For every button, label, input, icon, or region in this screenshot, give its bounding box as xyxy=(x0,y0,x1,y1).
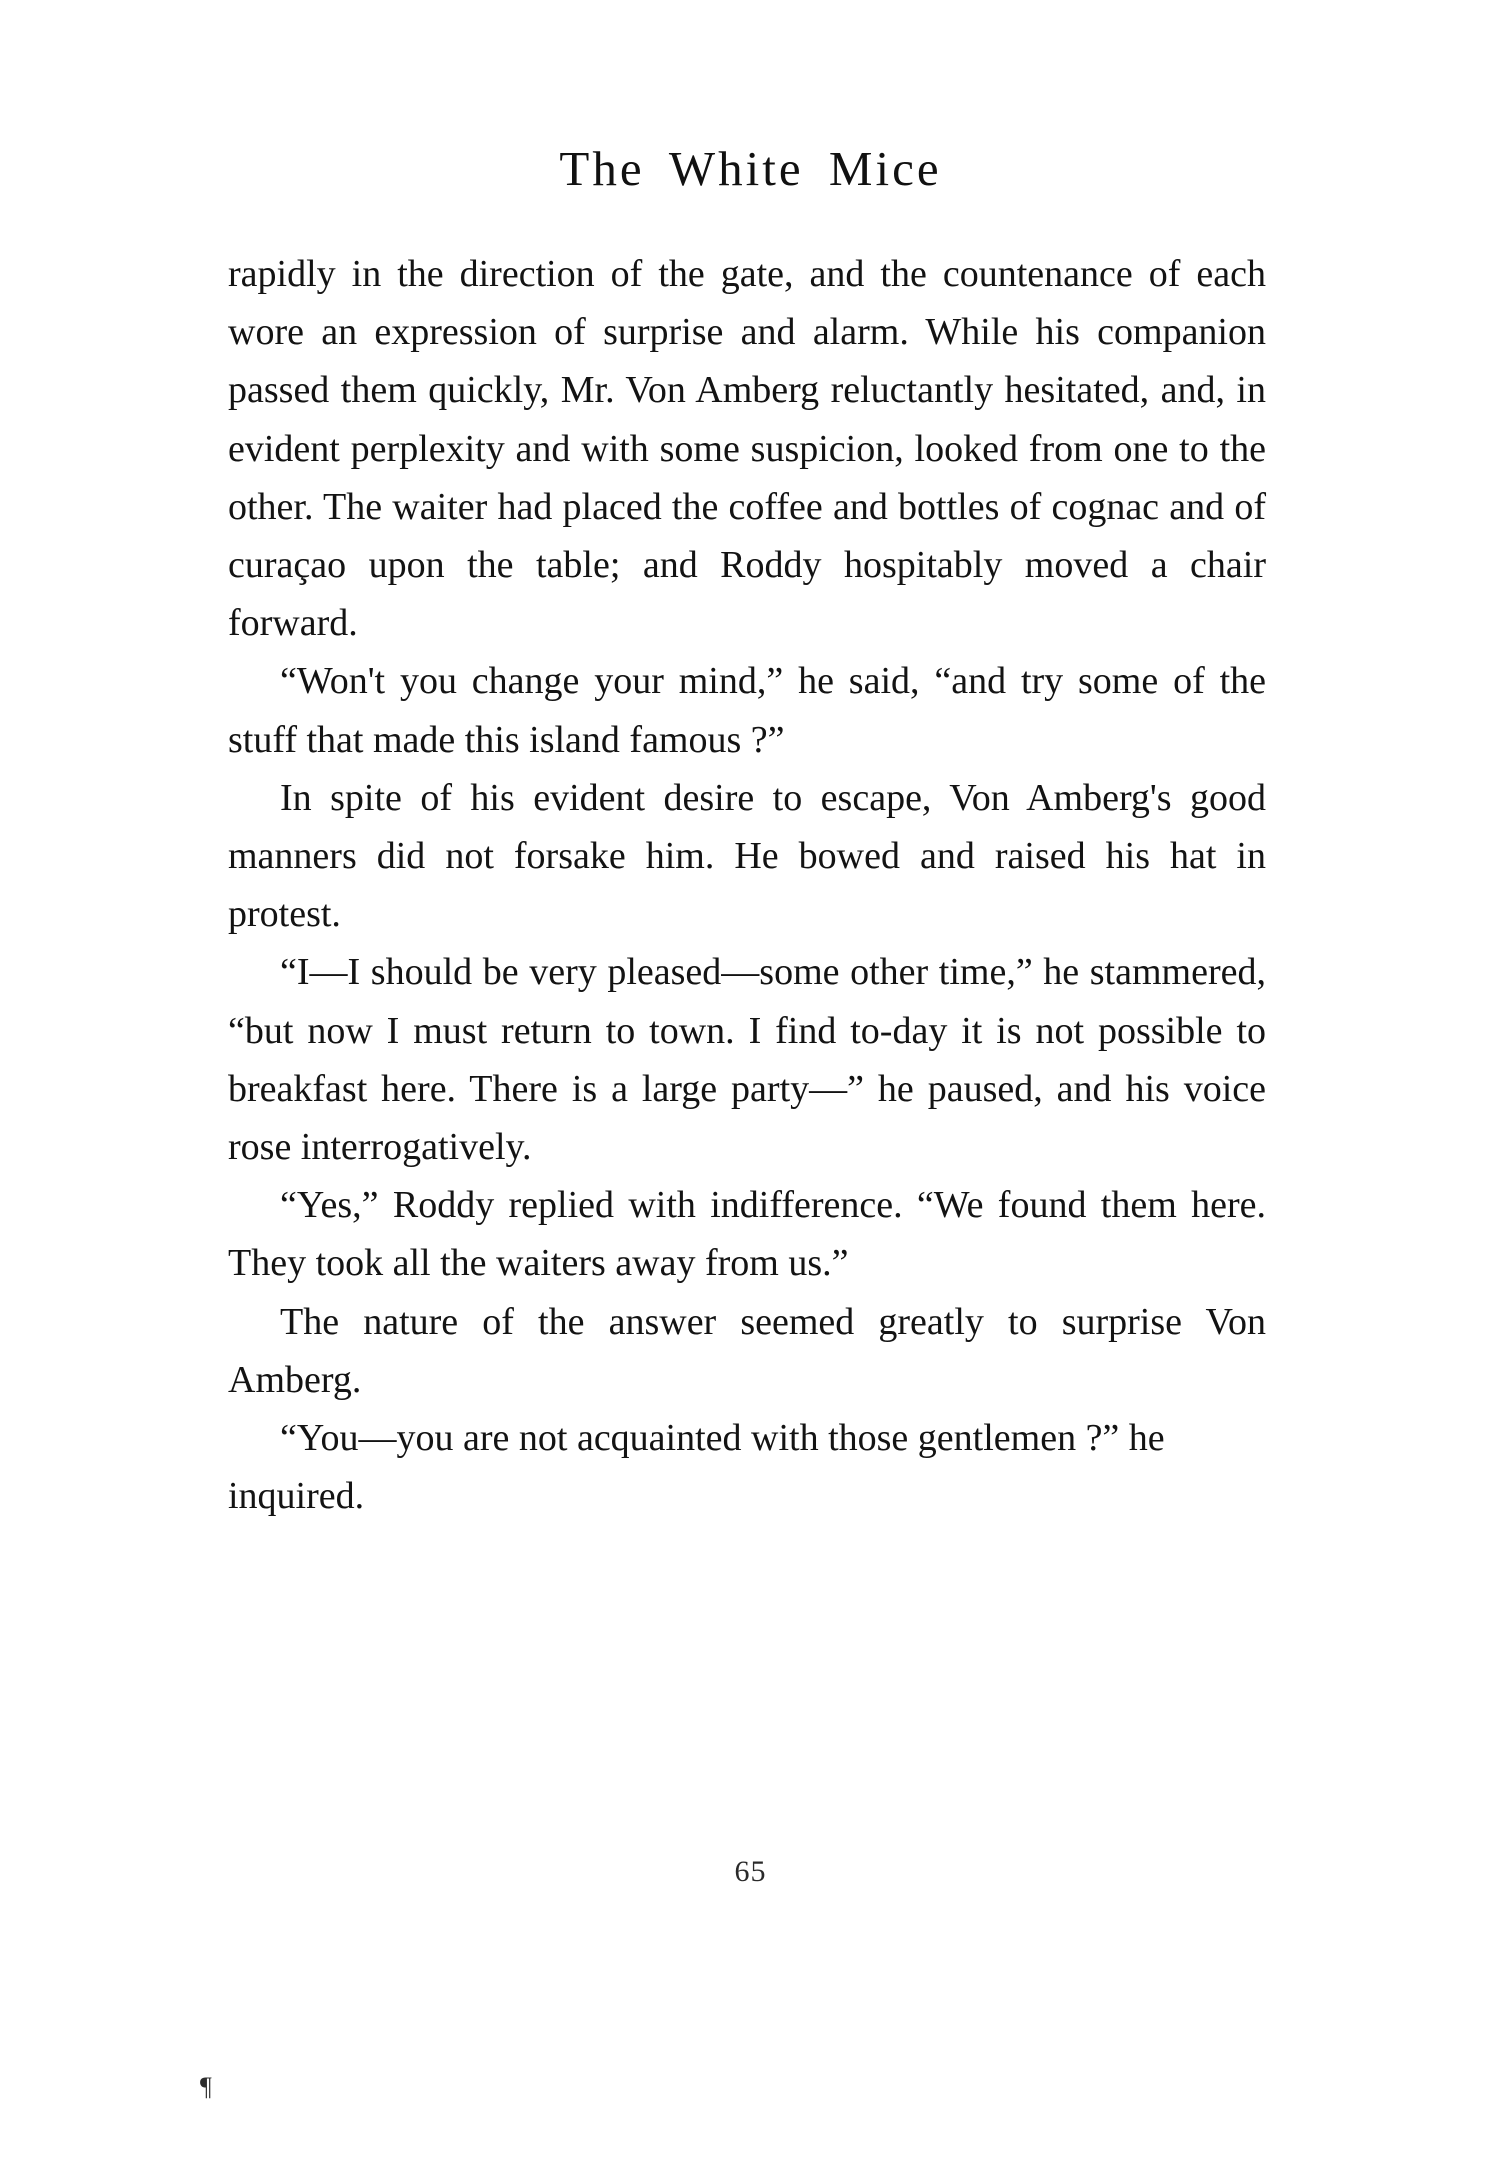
signature-mark: ¶ xyxy=(200,2072,212,2101)
paragraph: “You—you are not acquainted with those gentlemen ?” he inquired. xyxy=(228,1417,1165,1518)
body-text-column xyxy=(228,245,1266,1525)
paragraph: “Yes,” Roddy replied with indifference. “We found them here. They took all the waiters away from us.” xyxy=(228,1184,1266,1285)
paragraph: In spite of his evident desire to escape, Von Amberg's good manners did not forsake him. He bowed and raised his hat in protest. xyxy=(228,776,1266,936)
page-number: 65 xyxy=(734,1855,767,1888)
paragraph: The nature of the answer seemed greatly to surprise Von Amberg. xyxy=(228,1300,1266,1401)
paragraph: “I—I should be very pleased—some other time,” he stammered, “but now I must return to town. I find to-day it is not possible to breakfast here. There is a large party—” he paused, and his voice rose interrogatively. xyxy=(228,951,1266,1169)
paragraph: rapidly in the direction of the gate, and the countenance of each wore an expression of surprise and alarm. While his companion passed them quickly, Mr. Von Amberg reluctantly hesitated, and, in evident perplexity and with some suspicion, looked from one to the other. The waiter had placed the coffee and bottles of cognac and of curaçao upon the table; and Roddy hospitably moved a chair forward. xyxy=(228,253,1266,645)
paragraph: “Won't you change your mind,” he said, “and try some of the stuff that made this island famous ?” xyxy=(228,660,1266,761)
running-head-title: The White Mice xyxy=(559,141,942,196)
